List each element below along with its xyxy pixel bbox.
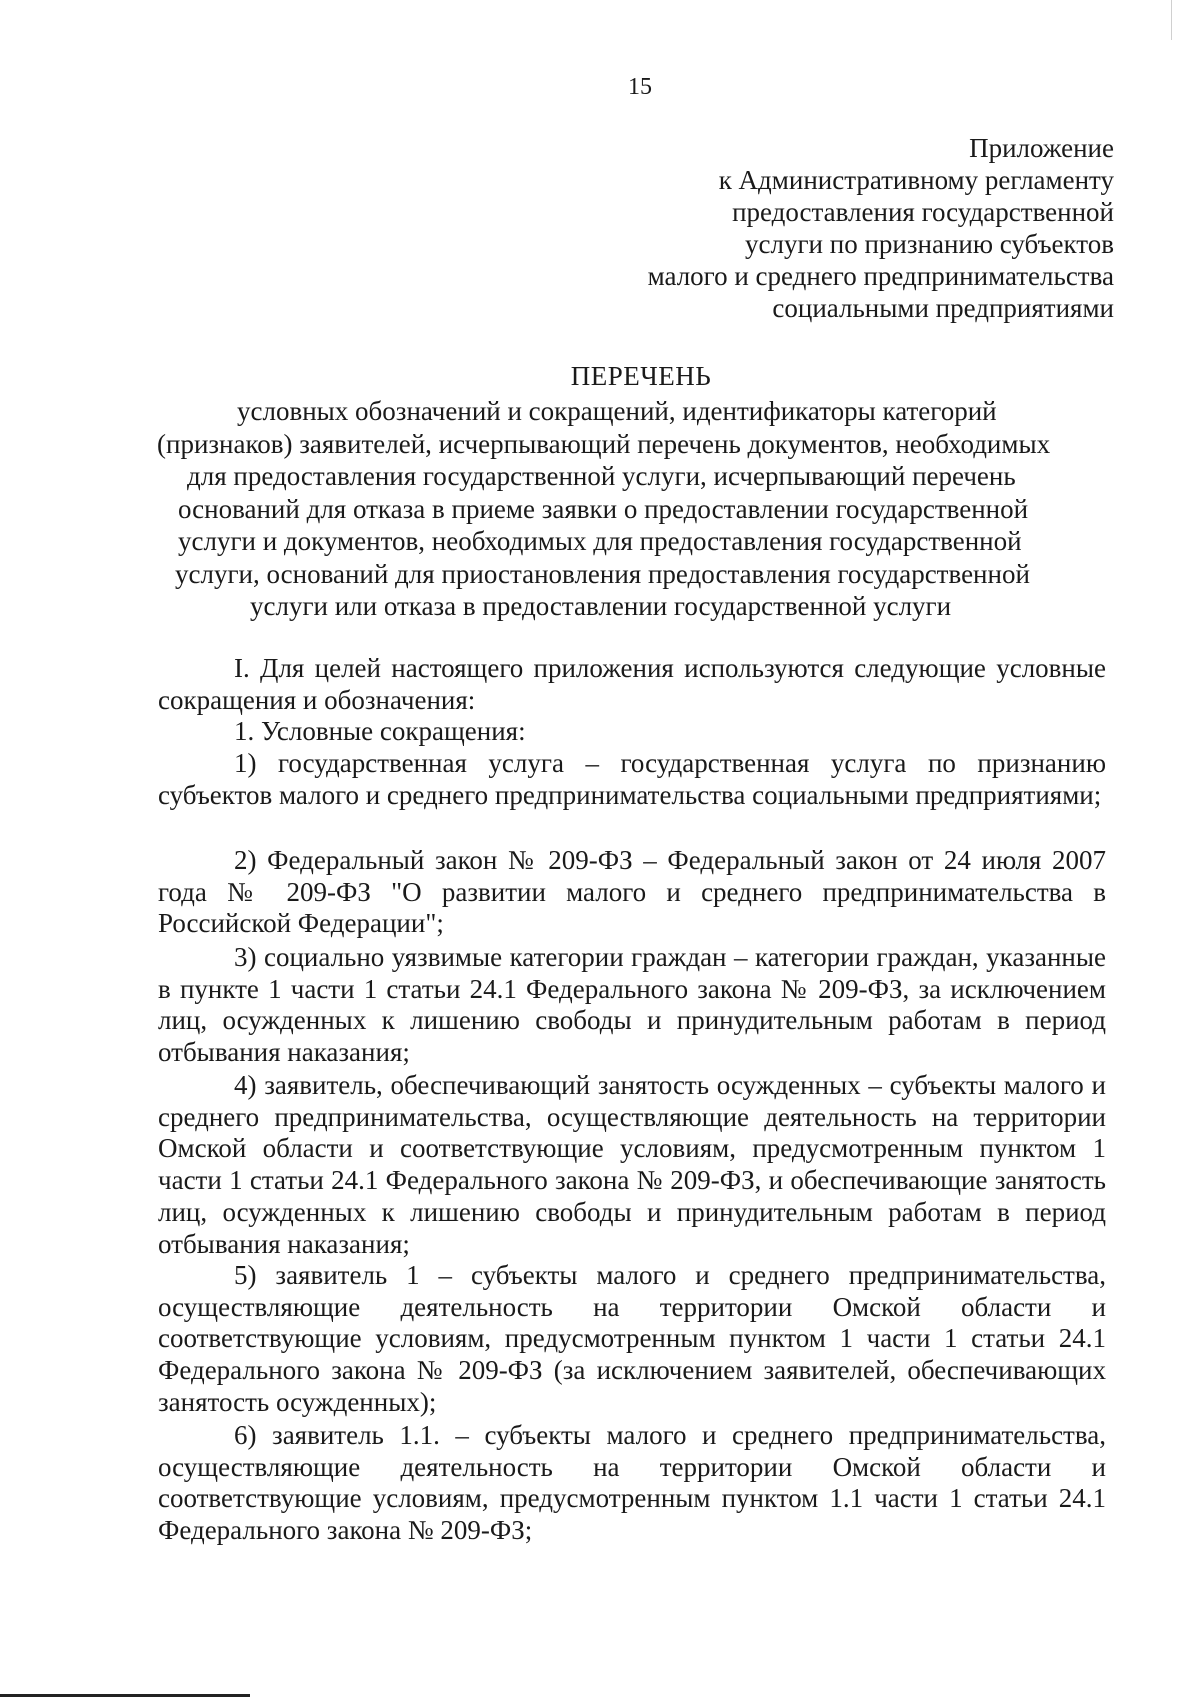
appendix-line: услуги по признанию субъектов [745, 229, 1114, 259]
definition-item: 5) заявитель 1 – субъекты малого и среднего предпринимательства, осуществляющие деятельность на территории Омской области и соответствующие условиям, предусмотренным пунктом 1 части 1 статьи 24.1 Федерального закона № 209-ФЗ (за исключением заявителей, обеспечивающих занятость осужденных); [158, 1260, 1106, 1417]
definition-item: 3) социально уязвимые категории граждан – категории граждан, указанные в пункте 1 части 1 статьи 24.1 Федерального закона № 209-ФЗ, за исключением лиц, осужденных к лишению свободы и принудительным работам в период отбывания наказания; [158, 942, 1106, 1068]
definitions-block-4 [158, 1070, 1106, 1260]
scan-edge-mark [1171, 0, 1172, 40]
appendix-line: Приложение [969, 133, 1114, 163]
subtitle-line: услуги и документов, необходимых для предоставления государственной [178, 526, 1022, 556]
definitions-block-2 [158, 845, 1106, 940]
appendix-line: малого и среднего предпринимательства [647, 261, 1114, 291]
subtitle-line: для предоставления государственной услуги, исчерпывающий перечень [187, 461, 1016, 491]
appendix-line: социальными предприятиями [772, 293, 1114, 323]
definitions-block-5 [158, 1260, 1106, 1419]
document-title: ПЕРЕЧЕНЬ [570, 361, 712, 391]
definition-item: 1) государственная услуга – государственная услуга по признанию субъектов малого и среднего предпринимательства социальными предприятиями; [158, 748, 1106, 810]
subtitle-line: услуги, оснований для приостановления предоставления государственной [175, 558, 1030, 589]
appendix-header [494, 132, 1114, 324]
appendix-line: к Административному регламенту [718, 165, 1114, 195]
subtitle-line: услуги или отказа в предоставлении государственной услуги [250, 591, 952, 621]
section-intro-block [158, 653, 1106, 748]
definition-item: 4) заявитель, обеспечивающий занятость осужденных – субъекты малого и среднего предпринимательства, осуществляющие деятельность на территории Омской области и соответствующие условиям, предусмотренным пунктом 1 части 1 статьи 24.1 Федерального закона № 209-ФЗ, и обеспечивающие занятость лиц, осужденных к лишению свободы и принудительным работам в период отбывания наказания; [158, 1070, 1106, 1259]
definitions-block-6 [158, 1420, 1106, 1547]
subtitle-line: оснований для отказа в приеме заявки о предоставлении государственной [178, 493, 1029, 524]
definitions-block-1 [158, 748, 1106, 811]
subtitle-line: условных обозначений и сокращений, идентификаторы категорий [237, 396, 997, 426]
document-subtitle [150, 395, 1120, 623]
definition-item: 2) Федеральный закон № 209-ФЗ – Федеральный закон от 24 июля 2007 года № 209-ФЗ "О развитии малого и среднего предпринимательства в Российской Федерации"; [158, 845, 1106, 939]
appendix-line: предоставления государственной [732, 197, 1114, 227]
definitions-block-3 [158, 942, 1106, 1069]
page-number: 15 [628, 74, 652, 100]
subsection-heading: 1. Условные сокращения: [234, 716, 526, 747]
subtitle-line: (признаков) заявителей, исчерпывающий перечень документов, необходимых [157, 428, 1051, 459]
section-intro: I. Для целей настоящего приложения используются следующие условные сокращения и обозначения: [158, 653, 1106, 715]
definition-item: 6) заявитель 1.1. – субъекты малого и среднего предпринимательства, осуществляющие деятельность на территории Омской области и соответствующие условиям, предусмотренным пунктом 1.1 части 1 статьи 24.1 Федерального закона № 209-ФЗ; [158, 1420, 1106, 1546]
